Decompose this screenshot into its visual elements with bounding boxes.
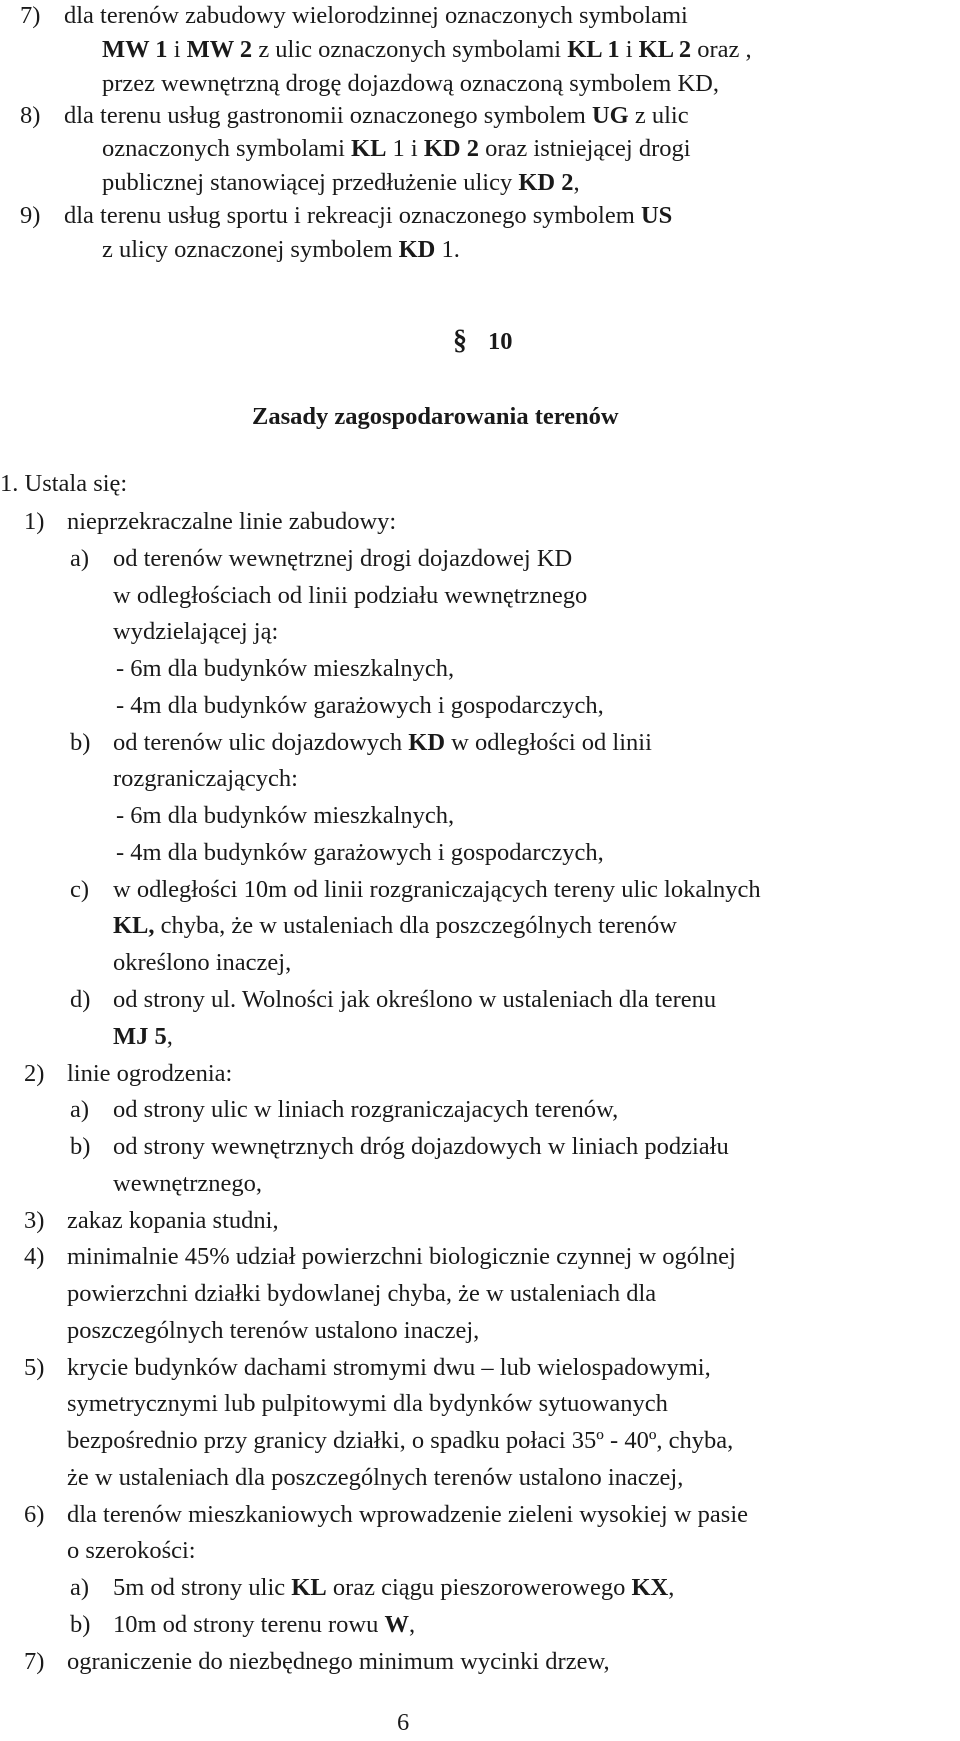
- list-item-text: powierzchni działki bydowlanej chyba, że w ustaleniach dla: [67, 1280, 657, 1307]
- list-item-text: poszczególnych terenów ustalono inaczej,: [67, 1317, 480, 1344]
- list-item-text: dla terenów mieszkaniowych wprowadzenie zieleni wysokiej w pasie: [67, 1501, 748, 1528]
- sublist-text: rozgraniczających:: [113, 765, 298, 792]
- sublist-text: określono inaczej,: [113, 949, 292, 976]
- sublist-label: a): [70, 1574, 90, 1601]
- list-item-text: MW 1 i MW 2 z ulic oznaczonych symbolami KL 1 i KL 2 oraz ,: [102, 36, 752, 63]
- list-number: 6): [24, 1501, 45, 1528]
- list-number: 4): [24, 1243, 45, 1270]
- sublist-text: wewnętrznego,: [113, 1170, 262, 1197]
- list-item-text: że w ustaleniach dla poszczególnych terenów ustalono inaczej,: [67, 1464, 684, 1491]
- list-number: 2): [24, 1060, 45, 1087]
- list-number: 5): [24, 1354, 45, 1381]
- list-number: 3): [24, 1207, 45, 1234]
- list-item-text: o szerokości:: [67, 1537, 196, 1564]
- sublist-label: b): [70, 729, 91, 756]
- list-item-text: zakaz kopania studni,: [67, 1207, 279, 1234]
- section-title: Zasady zagospodarowania terenów: [252, 403, 619, 430]
- sublist-text: od strony ulic w liniach rozgraniczajacych terenów,: [113, 1096, 619, 1123]
- list-item-text: oznaczonych symbolami KL 1 i KD 2 oraz istniejącej drogi: [102, 135, 691, 162]
- paragraph-intro: 1. Ustala się:: [0, 470, 128, 497]
- dash-item: - 4m dla budynków garażowych i gospodarczych,: [116, 839, 604, 866]
- list-item-text: symetrycznymi lub pulpitowymi dla bydynków sytuowanych: [67, 1390, 668, 1417]
- sublist-text: od strony wewnętrznych dróg dojazdowych w liniach podziału: [113, 1133, 729, 1160]
- sublist-label: d): [70, 986, 91, 1013]
- sublist-text: MJ 5,: [113, 1023, 173, 1050]
- sublist-label: a): [70, 1096, 90, 1123]
- sublist-text: od terenów ulic dojazdowych KD w odległości od linii: [113, 729, 652, 756]
- page-number: 6: [397, 1709, 410, 1736]
- sublist-text: wydzielającej ją:: [113, 618, 279, 645]
- list-item-text: dla terenu usług sportu i rekreacji oznaczonego symbolem US: [64, 202, 673, 229]
- list-item-text: linie ogrodzenia:: [67, 1060, 233, 1087]
- sublist-label: b): [70, 1611, 91, 1638]
- dash-item: - 4m dla budynków garażowych i gospodarczych,: [116, 692, 604, 719]
- list-number: 8): [20, 102, 41, 129]
- list-item-text: ograniczenie do niezbędnego minimum wycinki drzew,: [67, 1648, 610, 1675]
- sublist-text: 10m od strony terenu rowu W,: [113, 1611, 416, 1638]
- dash-item: - 6m dla budynków mieszkalnych,: [116, 655, 455, 682]
- section-symbol: §: [453, 325, 467, 356]
- list-item-text: nieprzekraczalne linie zabudowy:: [67, 508, 397, 535]
- list-item-text: przez wewnętrzną drogę dojazdową oznaczoną symbolem KD,: [102, 70, 719, 97]
- sublist-text: w odległościach od linii podziału wewnętrznego: [113, 582, 588, 609]
- sublist-label: b): [70, 1133, 91, 1160]
- list-number: 9): [20, 202, 41, 229]
- list-item-text: publicznej stanowiącej przedłużenie ulicy KD 2,: [102, 169, 580, 196]
- sublist-text: od terenów wewnętrznej drogi dojazdowej KD: [113, 545, 573, 572]
- sublist-text: KL, chyba, że w ustaleniach dla poszczególnych terenów: [113, 912, 677, 939]
- sublist-text: od strony ul. Wolności jak określono w ustaleniach dla terenu: [113, 986, 717, 1013]
- list-item-text: dla terenu usług gastronomii oznaczonego symbolem UG z ulic: [64, 102, 689, 129]
- list-item-text: krycie budynków dachami stromymi dwu – lub wielospadowymi,: [67, 1354, 711, 1381]
- dash-item: - 6m dla budynków mieszkalnych,: [116, 802, 455, 829]
- sublist-label: a): [70, 545, 90, 572]
- list-number: 7): [24, 1648, 45, 1675]
- list-number: 1): [24, 508, 45, 535]
- list-item-text: bezpośrednio przy granicy działki, o spadku połaci 35º - 40º, chyba,: [67, 1427, 734, 1454]
- list-item-text: dla terenów zabudowy wielorodzinnej oznaczonych symbolami: [64, 2, 688, 29]
- list-item-text: minimalnie 45% udział powierzchni biologicznie czynnej w ogólnej: [67, 1243, 736, 1270]
- section-number: 10: [488, 328, 513, 355]
- sublist-text: w odległości 10m od linii rozgraniczających tereny ulic lokalnych: [113, 876, 761, 903]
- sublist-label: c): [70, 876, 90, 903]
- sublist-text: 5m od strony ulic KL oraz ciągu pieszorowerowego KX,: [113, 1574, 675, 1601]
- list-item-text: z ulicy oznaczonej symbolem KD 1.: [102, 236, 460, 263]
- list-number: 7): [20, 2, 41, 29]
